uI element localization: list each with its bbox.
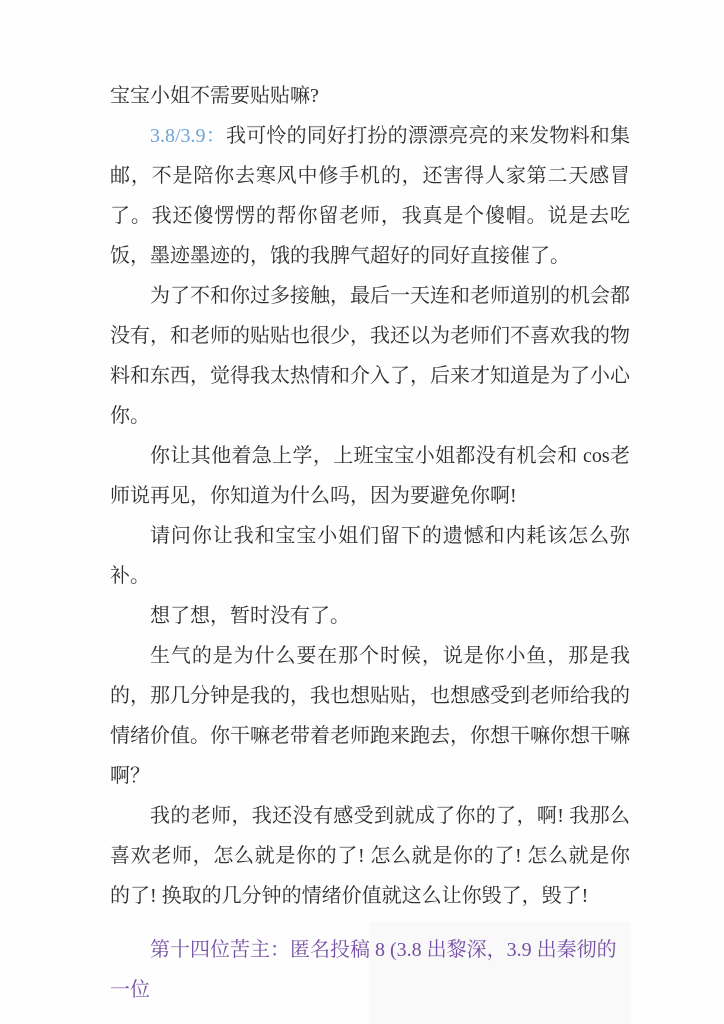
document-body [110, 76, 630, 1010]
paragraph-text: 我可怜的同好打扮的漂漂亮亮的来发物料和集邮，不是陪你去寒风中修手机的，还害得人家第二天感冒了。我还傻愣愣的帮你留老师，我真是个傻帽。说是去吃饭，墨迹墨迹的，饿的我脾气超好的同好直接催了。 [110, 125, 630, 267]
paragraph-opening-line: 宝宝小姐不需要贴贴嘛? [110, 85, 319, 107]
next-victim-heading: 第十四位苦主：匿名投稿 8 (3.8 出黎深，3.9 出秦彻的一位 [110, 939, 617, 1001]
paragraph-my-teacher: 我的老师，我还没有感受到就成了你的了，啊! 我那么喜欢老师，怎么就是你的了! 怎么就是你的了! 怎么就是你的了! 换取的几分钟的情绪价值就这么让你毁了，毁了! [110, 805, 630, 907]
paragraph-angry: 生气的是为什么要在那个时候，说是你小鱼，那是我的，那几分钟是我的，我也想贴贴，也想感受到老师给我的情绪价值。你干嘛老带着老师跑来跑去，你想干嘛你想干嘛啊？ [110, 645, 630, 787]
paragraph-avoid-contact: 为了不和你过多接触，最后一天连和老师道别的机会都没有，和老师的贴贴也很少，我还以为老师们不喜欢我的物料和东西，觉得我太热情和介入了，后来才知道是为了小心你。 [110, 285, 630, 427]
paragraph-nothing-more: 想了想，暂时没有了。 [150, 605, 350, 627]
paragraph-regret-question: 请问你让我和宝宝小姐们留下的遗憾和内耗该怎么弥补。 [110, 525, 630, 587]
paragraph-dated-entry [110, 116, 630, 276]
date-prefix-label: 3.8/3.9： [150, 125, 226, 147]
paragraph-no-goodbye: 你让其他着急上学，上班宝宝小姐都没有机会和 cos老师说再见，你知道为什么吗，因为要避免你啊! [110, 445, 630, 507]
